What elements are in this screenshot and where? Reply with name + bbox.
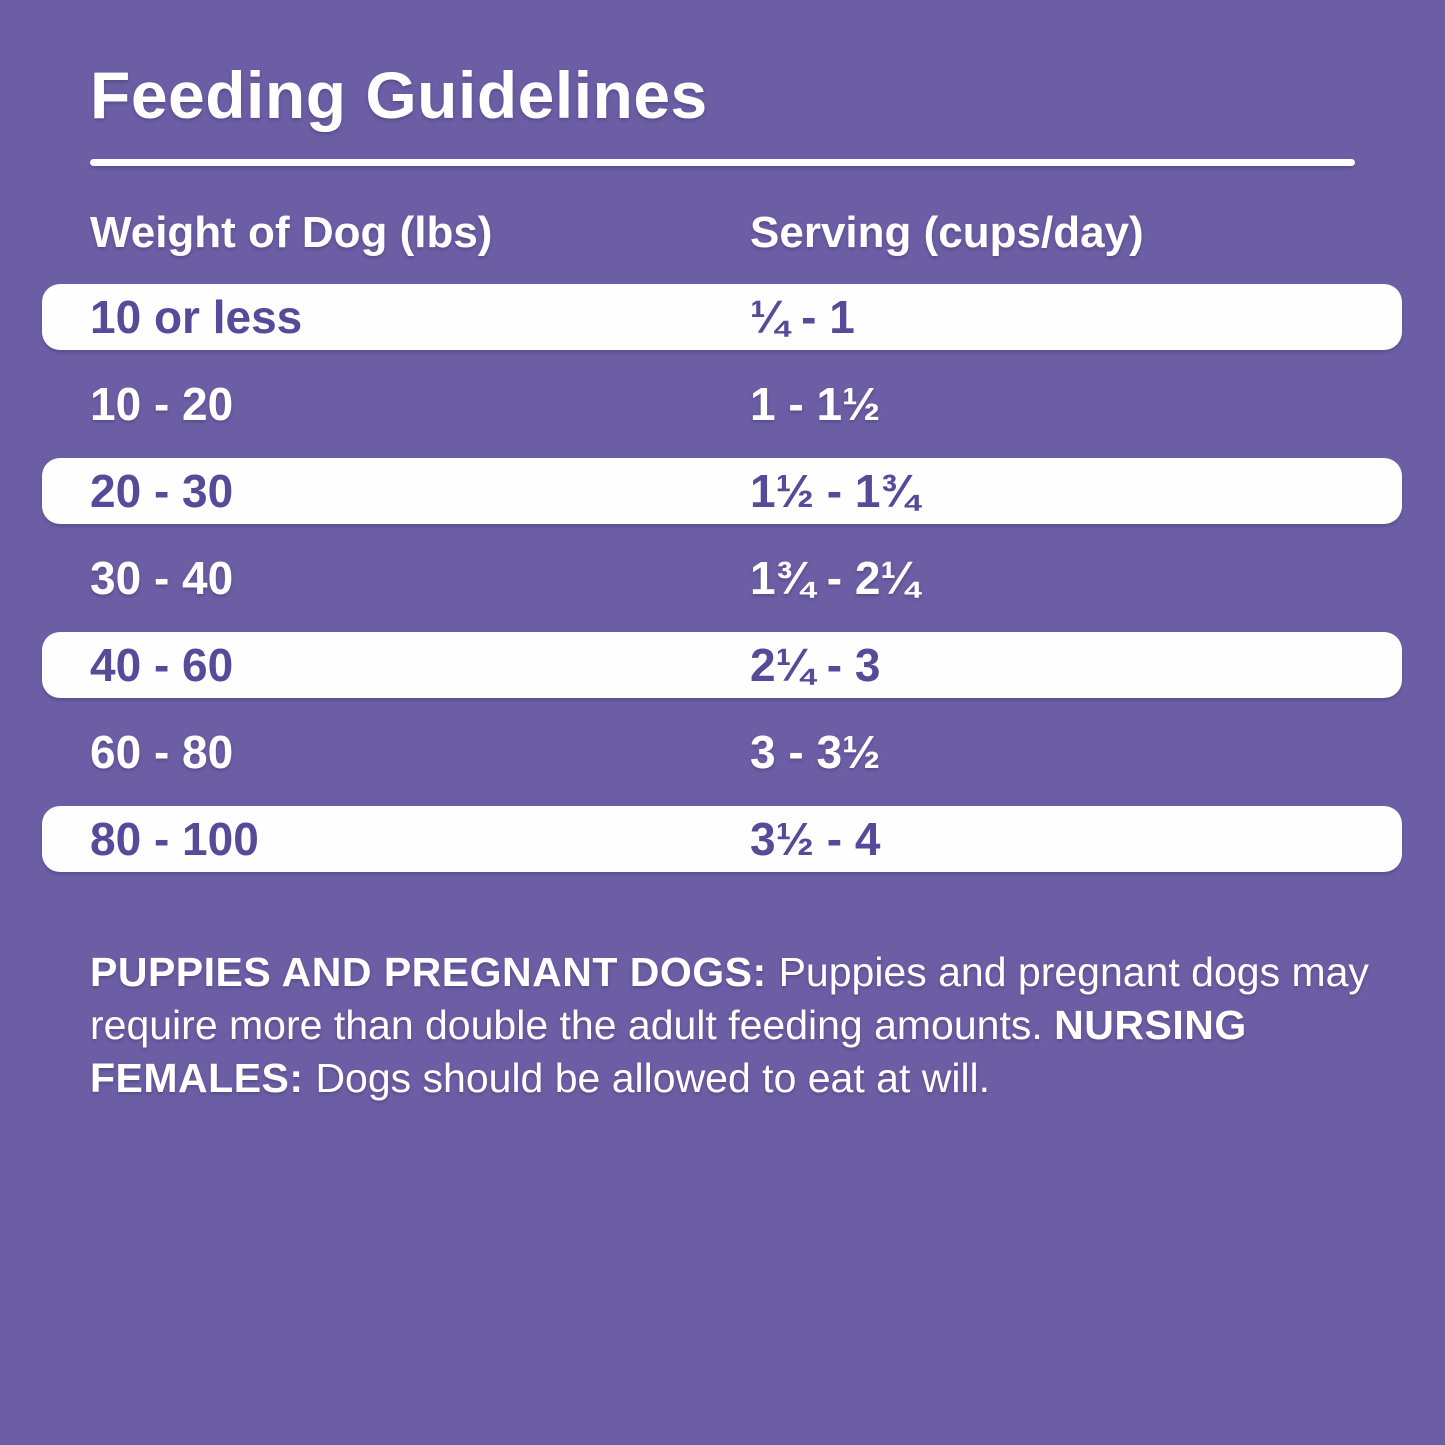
footnote-puppies-text: Puppies and pregnant dogs may require more than double the adult feeding amounts.: [90, 948, 1369, 1048]
weight-cell: 10 - 20: [90, 377, 234, 430]
serving-cell: 2¼ - 3: [750, 638, 881, 691]
weight-cell: 10 or less: [90, 290, 303, 343]
serving-cell: 1½ - 1¾: [750, 464, 919, 517]
table-row: [42, 284, 1402, 350]
feeding-table: [42, 284, 1402, 872]
table-row: [42, 545, 1402, 611]
weight-cell: 80 - 100: [90, 812, 259, 865]
table-row: [42, 458, 1402, 524]
serving-cell: 3 - 3½: [750, 725, 881, 778]
serving-cell: 3½ - 4: [750, 812, 881, 865]
weight-cell: 20 - 30: [90, 464, 234, 517]
footnote: [90, 946, 1375, 1105]
weight-cell: 60 - 80: [90, 725, 234, 778]
serving-cell: 1¾ - 2¼: [750, 551, 919, 604]
table-row: [42, 806, 1402, 872]
footnote-nursing-label: NURSING FEMALES:: [90, 1001, 1247, 1101]
weight-cell: 30 - 40: [90, 551, 234, 604]
table-row: [42, 371, 1402, 437]
table-header-row: [90, 208, 1355, 258]
serving-cell: 1 - 1½: [750, 377, 881, 430]
table-row: [42, 632, 1402, 698]
column-header-weight: Weight of Dog (lbs): [90, 207, 493, 257]
table-row: [42, 719, 1402, 785]
footnote-nursing-text: Dogs should be allowed to eat at will.: [315, 1054, 991, 1101]
title-divider: [90, 159, 1355, 166]
weight-cell: 40 - 60: [90, 638, 234, 691]
serving-cell: ¼ - 1: [750, 290, 855, 343]
column-header-serving: Serving (cups/day): [750, 207, 1144, 257]
footnote-puppies-label: PUPPIES AND PREGNANT DOGS:: [90, 948, 779, 995]
page-title: Feeding Guidelines: [90, 58, 708, 132]
